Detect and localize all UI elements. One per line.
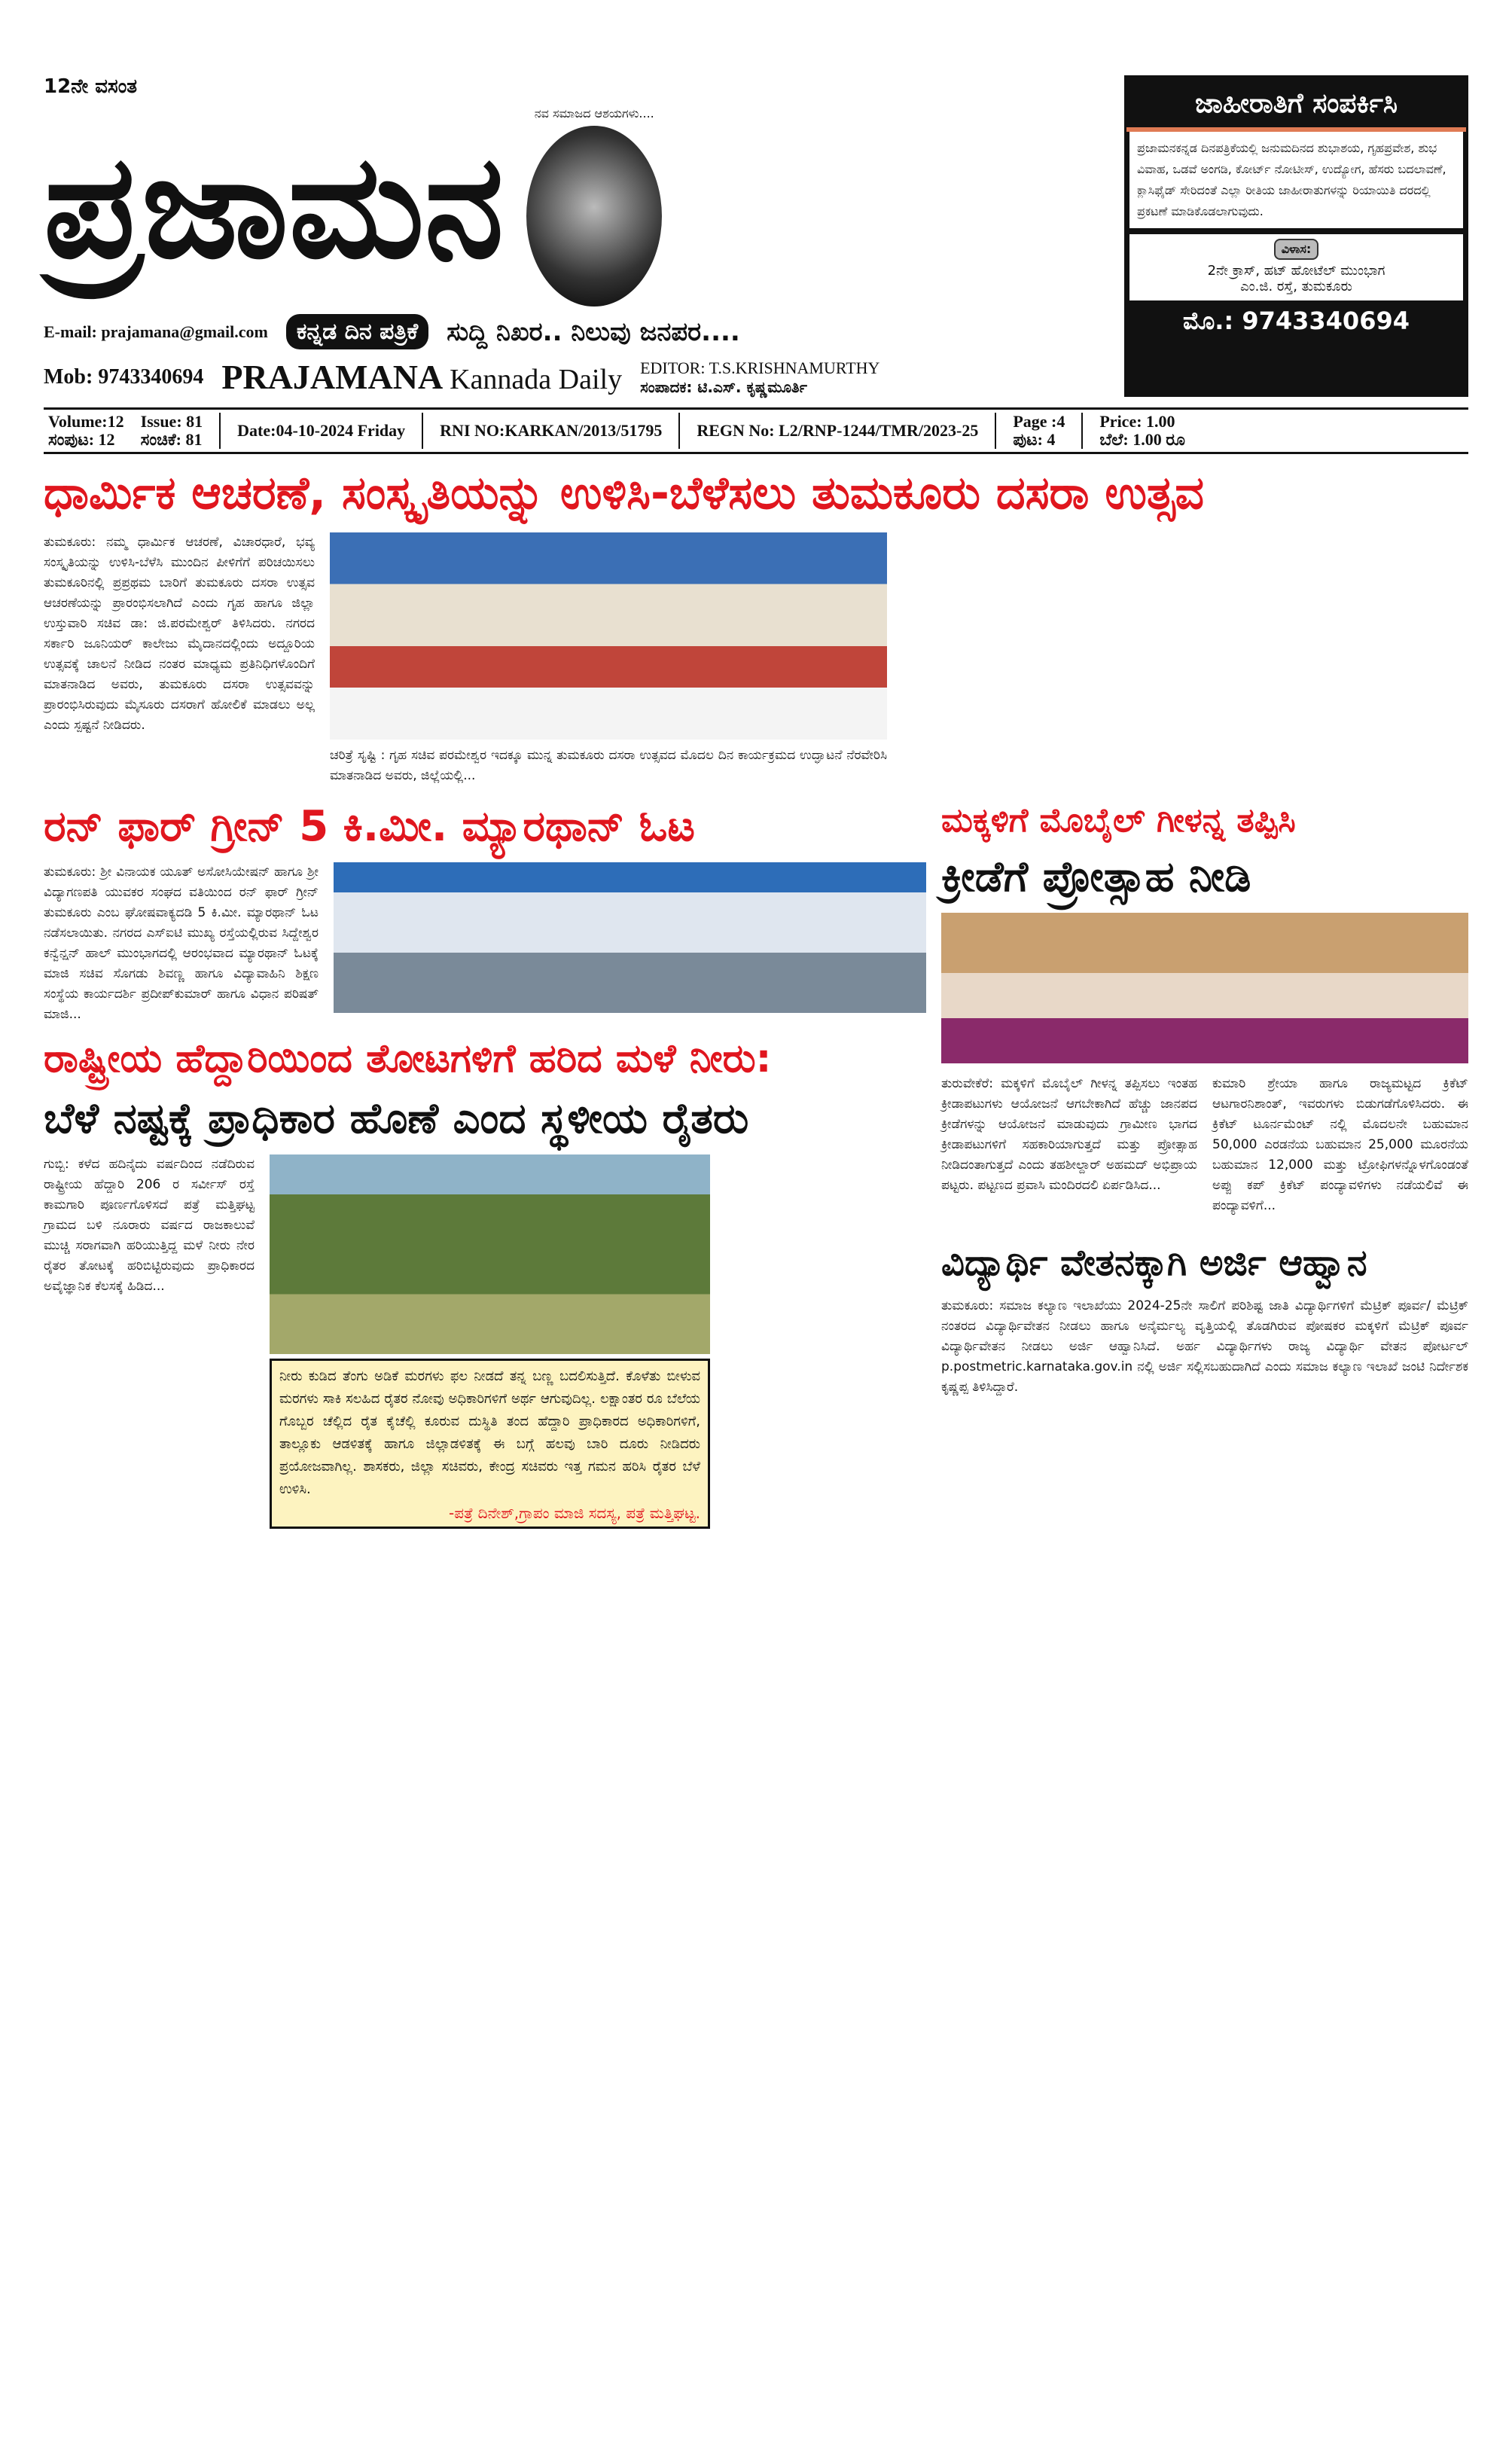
headline-dasara: ಧಾರ್ಮಿಕ ಆಚರಣೆ, ಸಂಸ್ಕೃತಿಯನ್ನು ಉಳಿಸಿ-ಬೆಳೆಸಲು ತುಮಕೂರು ದಸರಾ ಉತ್ಸವ xyxy=(44,467,1204,520)
editor-en: EDITOR: T.S.KRISHNAMURTHY xyxy=(640,358,880,377)
volume: Volume:12 ಸಂಪುಟ: 12 xyxy=(48,412,124,449)
address-block xyxy=(1129,234,1463,300)
headline-crop-loss: ಬೆಳೆ ನಷ್ಟಕ್ಕೆ ಪ್ರಾಧಿಕಾರ ಹೊಣೆ ಎಂದ ಸ್ಥಳೀಯ ರೈತರು xyxy=(44,1093,749,1143)
farmer-quote-box xyxy=(270,1359,710,1529)
rni-number: RNI NO:KARKAN/2013/51795 xyxy=(440,421,663,440)
run-section xyxy=(44,862,926,1025)
statue-emblem-icon xyxy=(526,126,662,307)
dasara-section xyxy=(44,532,1468,786)
ad-title: ಜಾಹೀರಾತಿಗೆ ಸಂಪರ್ಕಿಸಿ xyxy=(1126,78,1466,132)
lower-left-column xyxy=(44,801,926,1529)
dasara-photo-column xyxy=(330,532,887,786)
masthead-left xyxy=(44,75,1094,397)
price: Price: 1.00 ಬೆಲೆ: 1.00 ರೂ xyxy=(1099,412,1185,449)
motto: ನವ ಸಮಾಜದ ಆಶಯಗಳು.... xyxy=(534,106,654,120)
quote-author: -ಪತ್ರೆ ದಿನೇಶ್,ಗ್ರಾಪಂ ಮಾಜಿ ಸದಸ್ಯ, ಪತ್ರೆ ಮತ್ತಿಘಟ್ಟ. xyxy=(449,1503,700,1522)
cricket-poster-release-photo xyxy=(941,913,1468,1063)
brand-sub: Kannada Daily xyxy=(450,364,623,395)
lower-right-column xyxy=(941,801,1468,1398)
anniversary-badge: 12ನೇ ವಸಂತ xyxy=(44,75,138,98)
page-number: Page :4 ಪುಟ: 4 xyxy=(1013,412,1065,449)
lower-section xyxy=(44,801,1468,1529)
headline-sports-encouragement: ಕ್ರೀಡೆಗೆ ಪ್ರೋತ್ಸಾಹ ನೀಡಿ xyxy=(941,852,1251,901)
advertise-contact-box xyxy=(1124,75,1468,397)
divider xyxy=(219,413,221,449)
dasara-body: ತುಮಕೂರು: ನಮ್ಮ ಧಾರ್ಮಿಕ ಆಚರಣೆ, ವಿಚಾರಧಾರೆ, ಭವ್ಯ ಸಂಸ್ಕೃತಿಯನ್ನು ಉಳಿಸಿ-ಬೆಳೆಸಿ ಮುಂದಿನ ಪೀಳಿಗೆಗೆ ಪರಿಚಯಿಸಲು ತುಮಕೂರಿನಲ್ಲಿ ಪ್ರಪ್ರಥಮ ಬಾರಿಗೆ ತುಮಕೂರು ದಸರಾ ಉತ್ಸವ ಆಚರಣೆಯನ್ನು ಪ್ರಾರಂಭಿಸಲಾಗಿದೆ ಎಂದು ಗೃಹ ಹಾಗೂ ಜಿಲ್ಲಾ ಉಸ್ತುವಾರಿ ಸಚಿವ ಡಾ: ಜಿ.ಪರಮೇಶ್ವರ್ ತಿಳಿಸಿದರು. ನಗರದ ಸರ್ಕಾರಿ ಜೂನಿಯರ್ ಕಾಲೇಜು ಮೈದಾನದಲ್ಲಿಂದು ಅದ್ದೂರಿಯ ಉತ್ಸವಕ್ಕೆ ಚಾಲನೆ ನೀಡಿದ ನಂತರ ಮಾಧ್ಯಮ ಪ್ರತಿನಿಧಿಗಳೊಂದಿಗೆ ಮಾತನಾಡಿದ ಅವರು, ತುಮಕೂರು ದಸರಾ ಉತ್ಸವವನ್ನು ಪ್ರಾರಂಭಿಸಿರುವುದು ಮೈಸೂರು ದಸರಾಗೆ ಹೋಲಿಕೆ ಮಾಡಲು ಅಲ್ಲ ಎಂದು ಸ್ಪಷ್ಟನೆ ನೀಡಿದರು. xyxy=(44,535,315,733)
registration-number: REGN No: L2/RNP-1244/TMR/2023-25 xyxy=(697,421,979,440)
divider xyxy=(1081,413,1083,449)
farmer-quote: ನೀರು ಕುಡಿದ ತೆಂಗು ಅಡಿಕೆ ಮರಗಳು ಫಲ ನೀಡದೆ ತನ್ನ ಬಣ್ಣ ಬದಲಿಸುತ್ತಿದೆ. ಕೊಳೆತು ಬೀಳುವ ಮರಗಳು ಸಾಕಿ ಸಲಹಿದ ರೈತರ ನೋವು ಅಧಿಕಾರಿಗಳಿಗೆ ಅರ್ಥ ಆಗುವುದಿಲ್ಲ. ಲಕ್ಷಾಂತರ ರೂ ಬೆಲೆಯ ಗೊಬ್ಬರ ಚೆಲ್ಲಿದ ರೈತ ಕೈಚೆಲ್ಲಿ ಕೂರುವ ದುಸ್ಥಿತಿ ತಂದ ಹೆದ್ದಾರಿ ಪ್ರಾಧಿಕಾರದ ಅಧಿಕಾರಿಗಳಿಗೆ, ತಾಲ್ಲೂಕು ಆಡಳಿತಕ್ಕೆ ಹಾಗೂ ಜಿಲ್ಲಾಡಳಿತಕ್ಕೆ ಈ ಬಗ್ಗೆ ಹಲವು ಬಾರಿ ದೂರು ನೀಡಿದರು ಪ್ರಯೋಜವಾಗಿಲ್ಲ. ಶಾಸಕರು, ಜಿಲ್ಲಾ ಸಚಿವರು, ಕೇಂದ್ರ ಸಚಿವರು ಇತ್ತ ಗಮನ ಹರಿಸಿ ರೈತರ ಬೆಳೆ ಉಳಿಸಿ. xyxy=(279,1368,700,1497)
ad-text: ಪ್ರಜಾಮನಕನ್ನಡ ದಿನಪತ್ರಿಕೆಯಲ್ಲಿ ಜನುಮದಿನದ ಶುಭಾಶಯ, ಗೃಹಪ್ರವೇಶ, ಶುಭ ವಿವಾಹ, ಒಡವೆ ಅಂಗಡಿ, ಕೋರ್ಟ್ ನೋಟೀಸ್, ಉದ್ಯೋಗ, ಹೆಸರು ಬದಲಾವಣೆ, ಕ್ಲಾಸಿಫೈಡ್ ಸೇರಿದಂತೆ ಎಲ್ಲಾ ರೀತಿಯ ಜಾಹೀರಾತುಗಳನ್ನು ರಿಯಾಯಿತಿ ದರದಲ್ಲಿ ಪ್ರಕಟಣೆ ಮಾಡಿಕೊಡಲಾಗುವುದು. xyxy=(1129,132,1463,228)
date: Date:04-10-2024 Friday xyxy=(237,421,406,440)
email: E-mail: prajamana@gmail.com xyxy=(44,322,268,341)
marathon-group-photo xyxy=(334,862,926,1013)
run-body: ತುಮಕೂರು: ಶ್ರೀ ವಿನಾಯಕ ಯೂತ್ ಅಸೋಸಿಯೇಷನ್ ಹಾಗೂ ಶ್ರೀ ವಿದ್ಯಾಗಣಪತಿ ಯುವಕರ ಸಂಘದ ವತಿಯಿಂದ ರನ್ ಫಾರ್ ಗ್ರೀನ್ ತುಮಕೂರು ಎಂಬ ಘೋಷವಾಕ್ಯದಡಿ 5 ಕಿ.ಮೀ. ಮ್ಯಾರಥಾನ್ ಓಟ ನಡೆಸಲಾಯಿತು. ನಗರದ ಎಸ್‌ಐಟಿ ಮುಖ್ಯ ರಸ್ತೆಯಲ್ಲಿರುವ ಸಿದ್ದೇಶ್ವರ ಕನ್ವೆನ್ಷನ್ ಹಾಲ್ ಮುಂಭಾಗದಲ್ಲಿ ಆರಂಭವಾದ ಮ್ಯಾರಥಾನ್ ಓಟಕ್ಕೆ ಮಾಜಿ ಸಚಿವ ಸೊಗಡು ಶಿವಣ್ಣ ಹಾಗೂ ವಿದ್ಯಾವಾಹಿನಿ ಶಿಕ್ಷಣ ಸಂಸ್ಥೆಯ ಕಾರ್ಯದರ್ಶಿ ಪ್ರದೀಪ್‌ಕುಮಾರ್ ಹಾಗೂ ವಿಧಾನ ಪರಿಷತ್ ಮಾಜಿ... xyxy=(44,865,319,1023)
divider xyxy=(422,413,423,449)
ad-mobile: ಮೊ.: 9743340694 xyxy=(1183,307,1410,335)
emblem-group xyxy=(526,106,662,307)
brand-row xyxy=(44,357,1094,397)
rain-section xyxy=(44,1154,926,1529)
slogan: ಸುದ್ದಿ ನಿಖರ.. ನಿಲುವು ಜನಪರ.... xyxy=(447,316,740,347)
headline-run-for-green: ರನ್ ಫಾರ್ ಗ್ರೀನ್ 5 ಕಿ.ಮೀ. ಮ್ಯಾರಥಾನ್ ಓಟ xyxy=(44,802,695,851)
address-line-1: 2ನೇ ಕ್ರಾಸ್, ಹಟ್ ಹೋಟೆಲ್ ಮುಂಭಾಗ xyxy=(1207,263,1385,279)
dasara-photo xyxy=(330,532,887,740)
mobile-number: Mob: 9743340694 xyxy=(44,364,204,389)
brand-name: PRAJAMANA Kannada Daily xyxy=(221,358,623,396)
cricket-section xyxy=(941,1074,1468,1216)
paper-type-badge: ಕನ್ನಡ ದಿನ ಪತ್ರಿಕೆ xyxy=(286,314,428,349)
editor-kn: ಸಂಪಾದಕ: ಟಿ.ಎಸ್. ಕೃಷ್ಣಮೂರ್ತಿ xyxy=(640,377,807,396)
issue-info-bar xyxy=(44,407,1468,454)
cricket-body-2: ಕುಮಾರಿ ಶ್ರೇಯಾ ಹಾಗೂ ರಾಜ್ಯಮಟ್ಟದ ಕ್ರಿಕೆಟ್ ಆಟಗಾರನಿಶಾಂತ್, ಇವರುಗಳು ಬಿಡುಗಡೆಗೊಳಿಸಿದರು. ಈ ಕ್ರಿಕೆಟ್ ಟೂರ್ನಮೆಂಟ್ ನಲ್ಲಿ ಮೊದಲನೇ ಬಹುಮಾನ 50,000 ಎರಡನೆಯ ಬಹುಮಾನ 25,000 ಮೂರನೆಯ ಬಹುಮಾನ 12,000 ಮತ್ತು ಟ್ರೋಫಿಗಳನ್ನೊಳಗೊಂಡಂತೆ ಅಪ್ಪು ಕಪ್ ಕ್ರಿಕೆಟ್ ಪಂದ್ಯಾವಳಿಗಳು ನಡೆಯಲಿವೆ ಈ ಪಂದ್ಯಾವಳಿಗೆ... xyxy=(1212,1075,1468,1213)
editor-block xyxy=(640,358,879,396)
scholarship-body: ತುಮಕೂರು: ಸಮಾಜ ಕಲ್ಯಾಣ ಇಲಾಖೆಯು 2024-25ನೇ ಸಾಲಿಗೆ ಪರಿಶಿಷ್ಟ ಜಾತಿ ವಿದ್ಯಾರ್ಥಿಗಳಿಗೆ ಮೆಟ್ರಿಕ್ ಪೂರ್ವ/ ಮೆಟ್ರಿಕ್ ನಂತರದ ವಿದ್ಯಾರ್ಥಿವೇತನ ನೀಡಲು ಹಾಗೂ ಅನೈರ್ಮಲ್ಯ ವೃತ್ತಿಯಲ್ಲಿ ತೊಡಗಿರುವ ಪೋಷಕರ ಮಕ್ಕಳಿಗೆ ಮೆಟ್ರಿಕ್ ಪೂರ್ವ ವಿದ್ಯಾರ್ಥಿವೇತನ ನೀಡಲು ಅರ್ಜಿ ಆಹ್ವಾನಿಸಿದೆ. ಅರ್ಹ ವಿದ್ಯಾರ್ಥಿಗಳು ರಾಜ್ಯ ವಿದ್ಯಾರ್ಥಿ ವೇತನ ಪೋರ್ಟಲ್ p.postmetric.karnataka.gov.in ನಲ್ಲಿ ಅರ್ಜಿ ಸಲ್ಲಿಸಬಹುದಾಗಿದೆ ಎಂದು ಸಮಾಜ ಕಲ್ಯಾಣ ಇಲಾಖೆ ಜಂಟಿ ನಿರ್ದೇಶಕ ಕೃಷ್ಣಪ್ಪ ತಿಳಿಸಿದ್ದಾರೆ. xyxy=(941,1298,1468,1395)
cricket-body-1: ತುರುವೇಕೆರೆ: ಮಕ್ಕಳಿಗೆ ಮೊಬೈಲ್ ಗೀಳನ್ನ ತಪ್ಪಿಸಲು ಇಂತಹ ಕ್ರೀಡಾಪಟುಗಳು ಆಯೋಜನೆ ಆಗಬೇಕಾಗಿದೆ ಹೆಚ್ಚು ಜಾನಪದ ಕ್ರೀಡೆಗಳನ್ನು ಆಯೋಜನೆ ಮಾಡುವುದು ಗ್ರಾಮೀಣ ಭಾಗದ ಕ್ರೀಡಾಪಟುಗಳಿಗೆ ಸಹಕಾರಿಯಾಗುತ್ತದೆ ಮತ್ತು ಪ್ರೋತ್ಸಾಹ ನೀಡಿದಂತಾಗುತ್ತದೆ ಎಂದು ತಹಶೀಲ್ದಾರ್ ಅಹಮದ್ ಅಭಿಪ್ರಾಯ ಪಟ್ಟರು. ಪಟ್ಟಣದ ಪ್ರವಾಸಿ ಮಂದಿರದಲಿ ಏರ್ಪಡಿಸಿದ... xyxy=(941,1075,1197,1193)
logo-row xyxy=(44,106,1094,307)
address-label: ವಿಳಾಸ: xyxy=(1274,239,1319,260)
farm-field-photo xyxy=(270,1154,710,1354)
divider xyxy=(995,413,996,449)
headline-scholarship: ವಿದ್ಯಾರ್ಥಿ ವೇತನಕ್ಕಾಗಿ ಅರ್ಜಿ ಆಹ್ವಾನ xyxy=(941,1241,1367,1284)
headline-mobile-addiction: ಮಕ್ಕಳಿಗೆ ಮೊಬೈಲ್ ಗೀಳನ್ನ ತಪ್ಪಿಸಿ xyxy=(941,801,1296,840)
headline-rain-water: ರಾಷ್ಟ್ರೀಯ ಹೆದ್ದಾರಿಯಿಂದ ತೋಟಗಳಿಗೆ ಹರಿದ ಮಳೆ ನೀರು: xyxy=(44,1036,772,1082)
tagline-row xyxy=(44,314,1094,349)
newspaper-logo: ಪ್ರಜಾಮನ xyxy=(44,121,505,290)
dasara-photo-caption: ಚರಿತ್ರೆ ಸೃಷ್ಟಿ : ಗೃಹ ಸಚಿವ ಪರಮೇಶ್ವರ ಇದಕ್ಕೂ ಮುನ್ನ ತುಮಕೂರು ದಸರಾ ಉತ್ಸವದ ಮೊದಲ ದಿನ ಕಾರ್ಯಕ್ರಮದ ಉದ್ಘಾಟನೆ ನೆರವೇರಿಸಿ ಮಾತನಾಡಿದ ಅವರು, ಜಿಲ್ಲೆಯಲ್ಲಿ... xyxy=(330,748,887,783)
rain-body: ಗುಬ್ಬಿ: ಕಳೆದ ಹದಿನೈದು ವರ್ಷದಿಂದ ನಡೆದಿರುವ ರಾಷ್ಟ್ರೀಯ ಹೆದ್ದಾರಿ 206 ರ ಸರ್ವೀಸ್ ರಸ್ತೆ ಕಾಮಗಾರಿ ಪೂರ್ಣಗೊಳಿಸದೆ ಪತ್ರೆ ಮತ್ತಿಘಟ್ಟ ಗ್ರಾಮದ ಬಳಿ ನೂರಾರು ವರ್ಷದ ರಾಜಕಾಲುವೆ ಮುಚ್ಚಿ ಸರಾಗವಾಗಿ ಹರಿಯುತ್ತಿದ್ದ ಮಳೆ ನೀರು ನೇರ ರೈತರ ತೋಟಕ್ಕೆ ಹರಿಬಿಟ್ಟಿರುವುದು ಪ್ರಾಧಿಕಾರದ ಅವೈಜ್ಞಾನಿಕ ಕೆಲಸಕ್ಕೆ ಹಿಡಿದ... xyxy=(44,1156,255,1294)
masthead xyxy=(44,75,1468,397)
divider xyxy=(678,413,680,449)
address-line-2: ಎಂ.ಜಿ. ರಸ್ತೆ, ತುಮಕೂರು xyxy=(1240,279,1352,294)
issue: Issue: 81 ಸಂಚಿಕೆ: 81 xyxy=(140,412,203,449)
rain-photo-column xyxy=(270,1154,710,1529)
